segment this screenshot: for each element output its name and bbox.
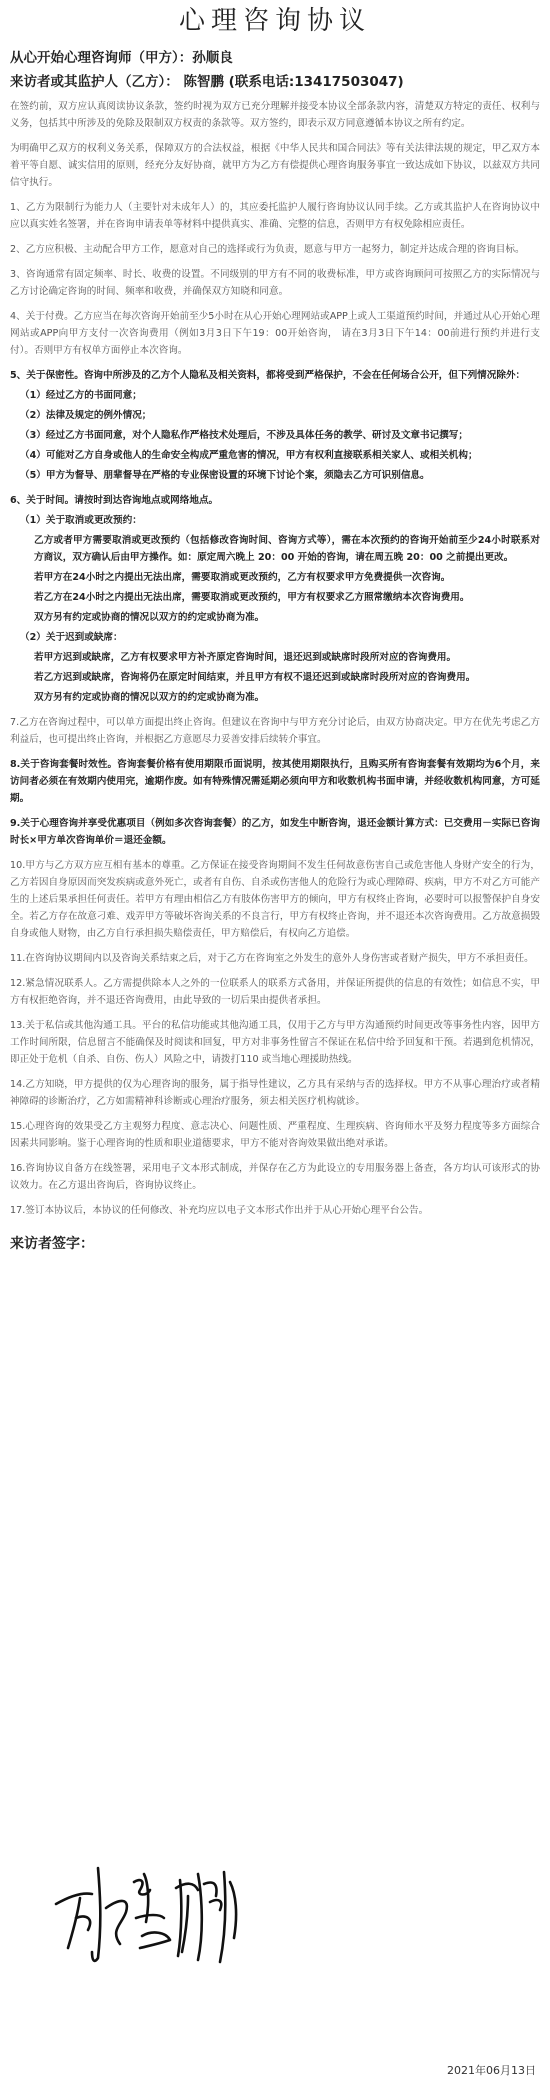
clause-16: 16.咨询协议自备方在线签署，采用电子文本形式制成，并保存在乙方为此设立的专用服务器上备查，各方均认可该形式的协议效力。在乙方退出咨询后，咨询协议终止。 [10, 1163, 540, 1191]
clause-17: 17.签订本协议后，本协议的任何修改、补充均应以电子文本形式作出并于从心开始心理平台公告。 [10, 1205, 429, 1216]
party-b: 来访者或其监护人（乙方）： 陈智鹏 (联系电话:13417503047) [10, 74, 404, 90]
clause-5-heading: 5、关于保密性。咨询中所涉及的乙方个人隐私及相关资料，都将受到严格保护，不会在任何场合公开，但下列情况除外： [10, 370, 526, 381]
late-rule: 若乙方迟到或缺席，咨询将仍在原定时间结束，并且甲方有权不退还迟到或缺席时段所对应的咨询费用。 [34, 672, 476, 683]
clause-9: 9.关于心理咨询并享受优惠项目（例如多次咨询套餐）的乙方，如发生中断咨询，退还金额计算方式：已交费用－实际已咨询时长×甲方单次咨询单价＝退还金额。 [10, 818, 540, 846]
cancel-subheading: （1）关于取消或更改预约： [20, 515, 142, 526]
confidentiality-item: （2）法律及规定的例外情况； [20, 410, 152, 421]
clause-14: 14.乙方知晓，甲方提供的仅为心理咨询的服务，属于指导性建议，乙方具有采纳与否的选择权。甲方不从事心理治疗或者精神障碍的诊断治疗，乙方如需精神科诊断或心理治疗服务，须去相关医疗机构就诊。 [10, 1079, 540, 1107]
clause-4: 4、关于付费。乙方应当在每次咨询开始前至少5小时在从心开始心理网站或APP上或人工渠道预约时间，并通过从心开始心理网站或APP向甲方支付一次咨询费用（例如3月3日下午19：00开始咨询， 请在3月3日下午14：00前进行预约并进行支付）。否则甲方有权单方面停止本次咨询。 [10, 311, 540, 356]
clause-11: 11.在咨询协议期间内以及咨询关系结束之后，对于乙方在咨询室之外发生的意外人身伤害或者财产损失，甲方不承担责任。 [10, 953, 534, 964]
clause-8: 8.关于咨询套餐时效性。咨询套餐价格有使用期限币面说明，按其使用期限执行，且购买所有咨询套餐有效期均为6个月，来访问者必须在有效期内使用完，逾期作废。如有特殊情况需延期必须向甲方和收数机构书面申请，并经收数机构同意，方可延期。 [10, 759, 540, 804]
party-a: 从心开始心理咨询师（甲方）：孙顺良 [10, 50, 233, 66]
cancel-rule: 若甲方在24小时之内提出无法出席，需要取消或更改预约，乙方有权要求甲方免费提供一次咨询。 [34, 572, 451, 583]
clause-12: 12.紧急情况联系人。乙方需提供除本人之外的一位联系人的联系方式备用，并保证所提供的信息的有效性；如信息不实，甲方有权拒绝咨询，并不退还咨询费用，由此导致的一切后果由提供者承担。 [10, 978, 540, 1006]
handwritten-signature [48, 1852, 298, 1972]
clause-purpose: 为明确甲乙双方的权利义务关系，保障双方的合法权益，根据《中华人民共和国合同法》等有关法律法规的规定，甲乙双方本着平等自愿、诚实信用的原则，经充分友好协商，就甲方为乙方有偿提供心理咨询服务事宜一致达成如下协议，以兹双方共同信守执行。 [10, 143, 540, 188]
late-rule: 双方另有约定或协商的情况以双方的约定或协商为准。 [34, 692, 265, 703]
clause-6-heading: 6、关于时间。请按时到达咨询地点或网络地点。 [10, 495, 219, 506]
confidentiality-item: （1）经过乙方的书面同意； [20, 390, 142, 401]
confidentiality-item: （4）可能对乙方自身或他人的生命安全构成严重危害的情况，甲方有权利直接联系相关家人、或相关机构； [20, 450, 478, 461]
confidentiality-item: （3）经过乙方书面同意，对个人隐私作严格技术处理后，不涉及具体任务的教学、研讨及文章书记撰写； [20, 430, 468, 441]
late-rule: 若甲方迟到或缺席，乙方有权要求甲方补齐原定咨询时间，退还迟到或缺席时段所对应的咨询费用。 [34, 652, 457, 663]
parties [10, 46, 540, 94]
time-section [10, 492, 540, 706]
clause-10: 10.甲方与乙方双方应互相有基本的尊重。乙方保证在接受咨询期间不发生任何故意伤害自己或危害他人身财产安全的行为，乙方若因自身原因而突发疾病或意外死亡，或者有自伤、自杀或伤害他人的危险行为或心理障碍、疾病，甲方不对乙方可能产生的上述后果承担任何责任。若甲方有理由相信乙方有肢体伤害甲方的倾向，甲方有权终止咨询，必要时可以报警保护自身安全。若乙方存在故意刁难、戏弄甲方等破坏咨询关系的不良言行，甲方有权终止咨询，并不退还本次咨询费用。乙方故意损毁自身或他人财物，由乙方自行承担损失赔偿责任，甲方赔偿后，有权向乙方追偿。 [10, 860, 540, 939]
clause-1: 1、乙方为限制行为能力人（主要针对未成年人）的，其应委托监护人履行咨询协议认同手续。乙方或其监护人在咨询协议中应以真实姓名签署，并在咨询申请表单等材料中提供真实、准确、完整的信息，否则甲方有权免除相应责任。 [10, 202, 540, 230]
sign-date: 2021年06月13日 [447, 2064, 536, 2077]
clause-3: 3、咨询通常有固定频率、时长、收费的设置。不同级别的甲方有不同的收费标准，甲方或咨询顾问可按照乙方的实际情况与乙方讨论确定咨询的时间、频率和收费，并确保双方知晓和同意。 [10, 269, 540, 297]
late-subheading: （2）关于迟到或缺席： [20, 632, 123, 643]
cancel-rule: 若乙方在24小时之内提出无法出席，需要取消或更改预约，甲方有权要求乙方照常缴纳本次咨询费用。 [34, 592, 470, 603]
intro-clauses [10, 98, 540, 359]
page-title: 心理咨询协议 [178, 6, 371, 36]
confidentiality-item: （5）甲方为督导、朋辈督导在严格的专业保密设置的环境下讨论个案，须隐去乙方可识别信息。 [20, 470, 430, 481]
closing-clauses [10, 714, 540, 1219]
clause-7: 7.乙方在咨询过程中，可以单方面提出终止咨询。但建议在咨询中与甲方充分讨论后，由双方协商决定。甲方在优先考虑乙方利益后，也可提出终止咨询，并根据乙方意愿尽力妥善安排后续转介事宜。 [10, 717, 540, 745]
clause-2: 2、乙方应积极、主动配合甲方工作，愿意对自己的选择或行为负责，愿意与甲方一起努力，制定并达成合理的咨询目标。 [10, 244, 525, 255]
clause-15: 15.心理咨询的效果受乙方主观努力程度、意志决心、问题性质、严重程度、生理疾病、咨询师水平及努力程度等多方面综合因素共同影响。鉴于心理咨询的性质和职业道德要求，甲方不能对咨询效果做出绝对承诺。 [10, 1121, 540, 1149]
cancel-rule: 双方另有约定或协商的情况以双方的约定或协商为准。 [34, 612, 265, 623]
signature-label: 来访者签字： [10, 1236, 94, 1252]
confidentiality-section [10, 367, 540, 484]
clause-preface: 在签约前，双方应认真阅读协议条款，签约时视为双方已充分理解并接受本协议全部条款内容，清楚双方特定的责任、权利与义务，包括其中所涉及的免除及限制双方权责的条款等。双方签约，即表示双方同意遵循本协议之所有约定。 [10, 101, 540, 129]
cancel-rule: 乙方或者甲方需要取消或更改预约（包括修改咨询时间、咨询方式等），需在本次预约的咨询开始前至少24小时联系对方商议，双方确认后由甲方操作。如：原定周六晚上 20：00 开始的咨询，请在周五晚 20：00 之前提出更改。 [34, 535, 540, 563]
clause-13: 13.关于私信或其他沟通工具。平台的私信功能或其他沟通工具，仅用于乙方与甲方沟通预约时间更改等事务性内容，因甲方工作时间所限，信息留言不能确保及时阅读和回复，甲方对非事务性留言不保证在私信中给予回复和干预。若遇到危机情况，即正处于危机（自杀、自伤、伤人）风险之中，请拨打110 或当地心理援助热线。 [10, 1020, 540, 1065]
